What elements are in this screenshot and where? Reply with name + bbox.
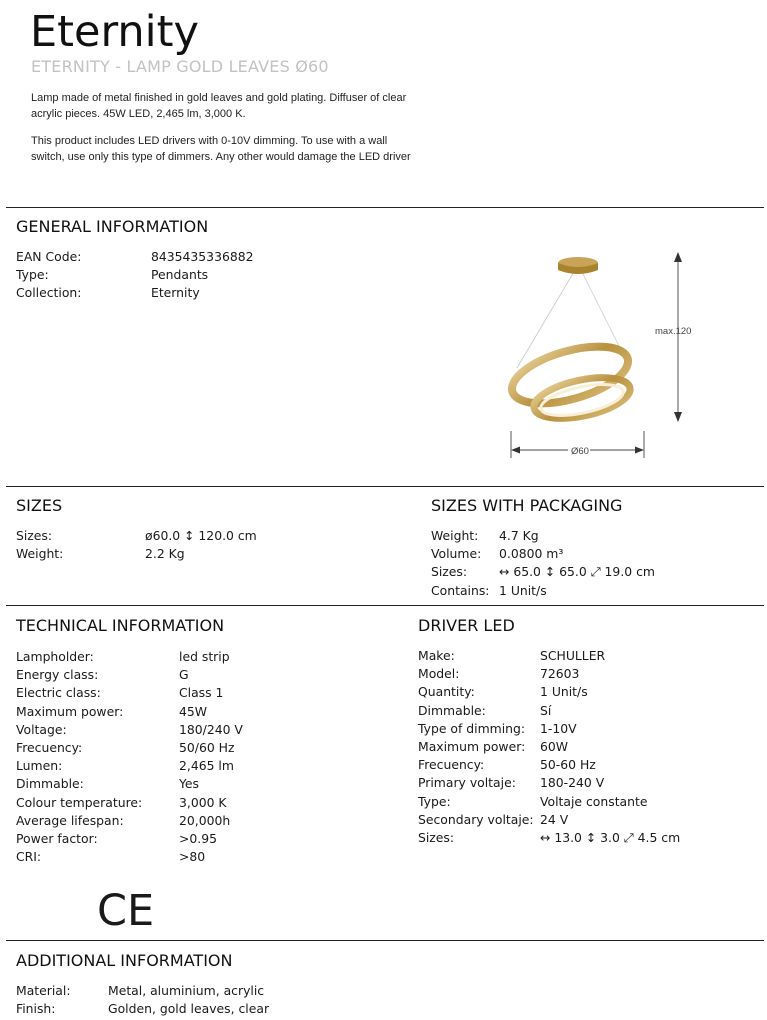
- sizes-row: [16, 527, 346, 545]
- driver-row: [418, 702, 748, 720]
- additional-label: Finish:: [16, 1001, 56, 1017]
- divider: [6, 605, 764, 606]
- packaging-label: Volume:: [431, 546, 482, 562]
- general-value: Eternity: [151, 285, 200, 301]
- packaging-row: [431, 545, 761, 563]
- product-subtitle: ETERNITY - LAMP GOLD LEAVES Ø60: [31, 57, 329, 76]
- sizes-value: ø60.0 ↕ 120.0 cm: [145, 528, 257, 543]
- driver-row: [418, 793, 748, 811]
- general-label: EAN Code:: [16, 249, 82, 264]
- driver-value: Sí: [540, 702, 552, 718]
- technical-label: Colour temperature:: [16, 794, 143, 810]
- driver-label: Model:: [418, 666, 460, 682]
- general-heading: GENERAL INFORMATION: [16, 217, 209, 236]
- driver-value: 180-240 V: [540, 775, 605, 791]
- packaging-row: [431, 527, 761, 545]
- technical-row: [16, 648, 346, 666]
- packaging-label: Contains:: [431, 582, 490, 598]
- technical-label: Lampholder:: [16, 649, 94, 664]
- driver-row: [418, 811, 748, 829]
- technical-label: Voltage:: [16, 721, 67, 737]
- driver-value: 1-10V: [540, 720, 577, 736]
- technical-label: Maximum power:: [16, 703, 124, 719]
- driver-label: Make:: [418, 648, 455, 663]
- technical-label: Lumen:: [16, 758, 63, 774]
- driver-value: 24 V: [540, 811, 569, 827]
- technical-row: [16, 848, 346, 866]
- technical-value: >0.95: [179, 831, 217, 846]
- technical-label: Power factor:: [16, 831, 98, 846]
- driver-row: [418, 738, 748, 756]
- driver-label: Frecuency:: [418, 757, 485, 773]
- driver-label: Primary voltaje:: [418, 775, 516, 791]
- driver-heading: DRIVER LED: [418, 616, 515, 635]
- technical-label: Average lifespan:: [16, 812, 124, 828]
- general-row: [16, 284, 346, 302]
- driver-row: [418, 774, 748, 792]
- general-label: Collection:: [16, 285, 82, 301]
- technical-row: [16, 739, 346, 757]
- technical-label: CRI:: [16, 849, 42, 865]
- general-row: [16, 266, 346, 284]
- arrow-up-icon: [674, 252, 682, 262]
- driver-value: 72603: [540, 666, 580, 682]
- additional-value: Golden, gold leaves, clear: [108, 1001, 270, 1017]
- technical-row: [16, 757, 346, 775]
- driver-label: Sizes:: [418, 830, 455, 845]
- driver-value: SCHULLER: [540, 648, 606, 663]
- packaging-label: Weight:: [431, 528, 479, 543]
- technical-row: [16, 684, 346, 702]
- general-row: [16, 248, 346, 266]
- additional-label: Material:: [16, 983, 71, 998]
- packaging-heading: SIZES WITH PACKAGING: [431, 496, 623, 515]
- driver-row: [418, 683, 748, 701]
- sizes-value: 2.2 Kg: [145, 546, 185, 562]
- general-value: Pendants: [151, 267, 209, 283]
- additional-row: [16, 1000, 346, 1018]
- technical-row: [16, 721, 346, 739]
- height-label: max.120: [655, 326, 692, 337]
- technical-label: Frecuency:: [16, 740, 83, 755]
- technical-value: G: [179, 667, 189, 683]
- driver-row: [418, 756, 748, 774]
- driver-label: Type of dimming:: [418, 720, 526, 736]
- driver-row: [418, 665, 748, 683]
- packaging-row: [431, 563, 761, 581]
- technical-row: [16, 830, 346, 848]
- sizes-row: [16, 545, 346, 563]
- technical-row: [16, 794, 346, 812]
- driver-label: Type:: [418, 793, 451, 809]
- driver-value: ↔ 13.0 ↕ 3.0 ⤢ 4.5 cm: [540, 830, 681, 845]
- technical-value: 3,000 K: [179, 794, 227, 810]
- technical-label: Electric class:: [16, 685, 101, 701]
- packaging-value: 0.0800 m³: [499, 546, 564, 562]
- divider: [6, 207, 764, 208]
- divider: [6, 940, 764, 941]
- packaging-label: Sizes:: [431, 564, 468, 580]
- packaging-row: [431, 582, 761, 600]
- driver-row: [418, 720, 748, 738]
- width-label: Ø60: [571, 446, 589, 457]
- driver-value: 1 Unit/s: [540, 684, 588, 700]
- packaging-value: 1 Unit/s: [499, 582, 547, 598]
- technical-value: 20,000h: [179, 812, 231, 828]
- technical-label: Dimmable:: [16, 776, 84, 792]
- arrow-left-icon: [511, 447, 520, 454]
- general-label: Type:: [16, 267, 49, 283]
- driver-label: Maximum power:: [418, 739, 526, 754]
- lamp-dimension-drawing: [495, 240, 705, 465]
- technical-value: >80: [179, 849, 206, 865]
- technical-value: Class 1: [179, 685, 224, 701]
- driver-value: 60W: [540, 739, 569, 754]
- packaging-value: ↔ 65.0 ↕ 65.0 ⤢ 19.0 cm: [499, 564, 655, 580]
- packaging-value: 4.7 Kg: [499, 528, 539, 543]
- technical-value: 45W: [179, 703, 208, 719]
- technical-value: led strip: [179, 649, 230, 664]
- technical-heading: TECHNICAL INFORMATION: [16, 616, 225, 635]
- driver-label: Quantity:: [418, 684, 475, 700]
- additional-heading: ADDITIONAL INFORMATION: [16, 951, 233, 970]
- technical-value: 180/240 V: [179, 721, 243, 737]
- driver-row: [418, 647, 748, 665]
- general-value: 8435435336882: [151, 249, 254, 264]
- product-description: Lamp made of metal finished in gold leaves and gold plating. Diffuser of clear acrylic pieces. 45W LED, 2,465 lm, 3,000 K.: [31, 92, 407, 120]
- technical-row: [16, 775, 346, 793]
- technical-row: [16, 703, 346, 721]
- arrow-right-icon: [635, 447, 644, 454]
- technical-label: Energy class:: [16, 667, 99, 683]
- driver-value: 50-60 Hz: [540, 757, 596, 773]
- page-title: Eternity: [30, 7, 199, 57]
- technical-value: Yes: [179, 776, 200, 792]
- driver-row: [418, 829, 748, 847]
- driver-label: Dimmable:: [418, 702, 486, 718]
- technical-row: [16, 666, 346, 684]
- sizes-heading: SIZES: [16, 496, 63, 515]
- sizes-label: Sizes:: [16, 528, 53, 543]
- arrow-down-icon: [674, 412, 682, 422]
- additional-value: Metal, aluminium, acrylic: [108, 983, 265, 998]
- technical-row: [16, 812, 346, 830]
- driver-value: Voltaje constante: [540, 793, 648, 809]
- technical-value: 2,465 lm: [179, 758, 234, 774]
- driver-label: Secondary voltaje:: [418, 811, 534, 827]
- additional-row: [16, 982, 346, 1000]
- driver-note: This product includes LED drivers with 0-10V dimming. To use with a wall switch, use only this type of dimmers. Any other would damage the LED driver: [31, 135, 411, 163]
- divider: [6, 486, 764, 487]
- sizes-label: Weight:: [16, 546, 64, 562]
- ce-mark: CE: [97, 886, 155, 936]
- technical-value: 50/60 Hz: [179, 740, 235, 755]
